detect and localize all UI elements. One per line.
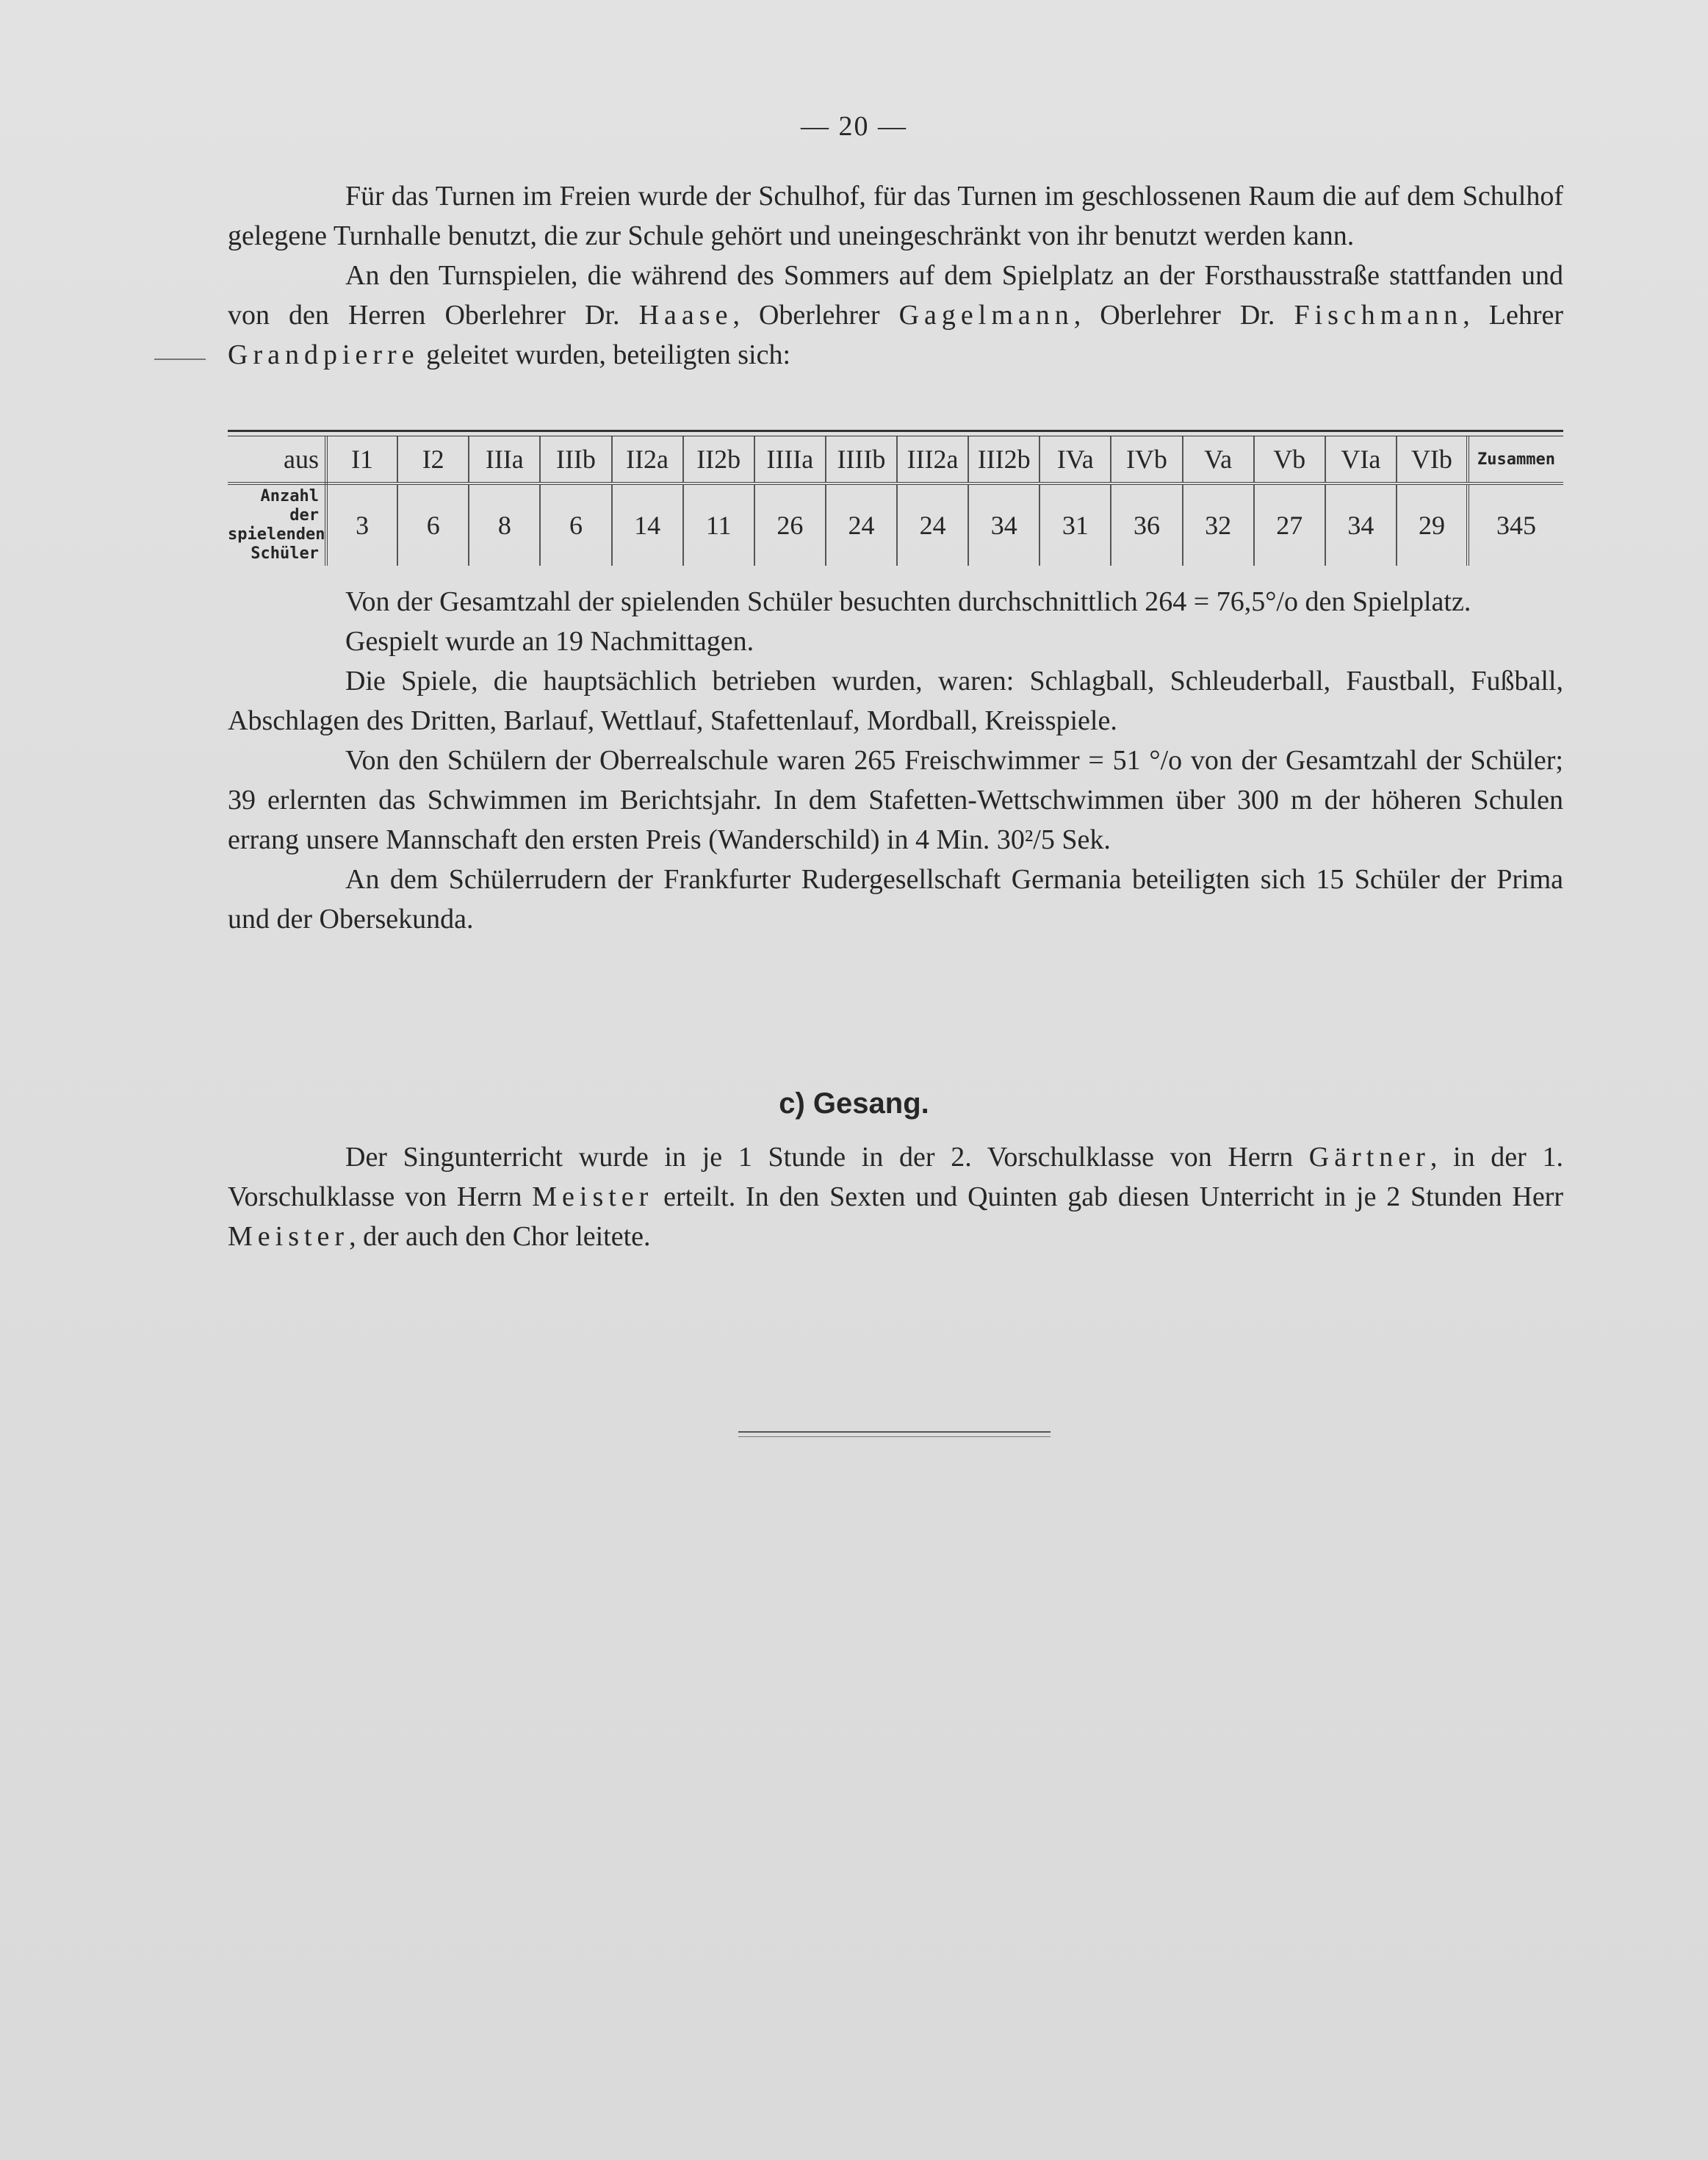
teacher-name: Meister — [228, 1221, 350, 1252]
paragraph-turnspiele: An den Turnspielen, die während des Sommers auf dem Spielplatz an der Forsthausstraße stattfanden und von den Herren Oberlehrer Dr. Haase, Oberlehrer Gagelmann, Oberlehrer Dr. Fischmann, Lehrer Grandpierre geleitet wurden, beteiligten sich: — [228, 260, 1564, 370]
table-cell: 32 — [1183, 483, 1254, 566]
class-header: IIIIa — [754, 436, 826, 483]
table-cell: 31 — [1039, 483, 1111, 566]
table-cell: 34 — [1325, 483, 1397, 566]
class-header: IVa — [1039, 436, 1111, 483]
class-header: IVb — [1111, 436, 1182, 483]
stats-table — [228, 436, 1563, 566]
paragraph-games: Die Spiele, die hauptsächlich betrieben wurden, waren: Schlagball, Schleuderball, Faustball, Fußball, Abschlagen des Dritten, Barlauf, Wettlauf, Stafettenlauf, Mordball, Kreisspiele. — [228, 666, 1563, 736]
class-header: I1 — [326, 436, 397, 483]
table-cell: 26 — [754, 483, 826, 566]
row-label: Anzahl der spielenden Schüler — [228, 483, 326, 566]
table-header-row — [228, 436, 1563, 483]
table-cell: 8 — [469, 483, 540, 566]
table-top-rule — [228, 430, 1563, 432]
table-row — [228, 483, 1563, 566]
class-header: IIIa — [469, 436, 540, 483]
paragraph-rowing: An dem Schülerrudern der Frankfurter Rudergesellschaft Germania beteiligten sich 15 Schüler der Prima und der Obersekunda. — [228, 864, 1563, 935]
teacher-name: Grandpierre — [228, 339, 419, 370]
section-heading: c) Gesang. — [779, 1087, 929, 1120]
teacher-name: Meister — [532, 1181, 654, 1212]
class-header: II2a — [612, 436, 683, 483]
teacher-name: Fischmann — [1294, 300, 1463, 331]
corner-cell: aus — [228, 436, 326, 483]
teacher-name: Gagelmann — [898, 300, 1074, 331]
class-header: Va — [1183, 436, 1254, 483]
table-cell: 29 — [1397, 483, 1468, 566]
total-header: Zusammen — [1468, 436, 1563, 483]
singing-text — [228, 1137, 1563, 1256]
class-header: III2b — [968, 436, 1039, 483]
class-header: III2a — [897, 436, 968, 483]
table-cell: 24 — [826, 483, 897, 566]
paragraph-turnen-location: Für das Turnen im Freien wurde der Schulhof, für das Turnen im geschlossenen Raum die auf dem Schulhof gelegene Turnhalle benutzt, die zur Schule gehört und uneingeschränkt von ihr benutzt werden kann. — [228, 181, 1563, 251]
paragraph-average: Von der Gesamtzahl der spielenden Schüler besuchten durchschnittlich 264 = 76,5°/o den Spielplatz. — [345, 586, 1471, 617]
table-cell: 6 — [540, 483, 611, 566]
page-number: — 20 — — [801, 111, 907, 142]
class-header: II2b — [683, 436, 754, 483]
paragraph-afternoons: Gespielt wurde an 19 Nachmittagen. — [345, 626, 754, 657]
closing-rule — [738, 1431, 1051, 1433]
class-header: IIIIb — [826, 436, 897, 483]
table-cell: 36 — [1111, 483, 1182, 566]
table-cell: 11 — [683, 483, 754, 566]
participation-table — [228, 430, 1563, 566]
closing-rule-thin — [738, 1436, 1051, 1437]
class-header: VIb — [1397, 436, 1468, 483]
table-cell: 3 — [326, 483, 397, 566]
teacher-name: Haase — [638, 300, 733, 331]
table-cell: 14 — [612, 483, 683, 566]
table-cell: 34 — [968, 483, 1039, 566]
class-header: Vb — [1254, 436, 1325, 483]
class-header: VIa — [1325, 436, 1397, 483]
paragraph-swimming: Von den Schülern der Oberrealschule waren 265 Freischwimmer = 51 °/o von der Gesamtzahl der Schüler; 39 erlernten das Schwimmen im Berichtsjahr. In dem Stafetten-Wettschwimmen über 300 m der höheren Schulen errang unsere Mannschaft den ersten Preis (Wanderschild) in 4 Min. 30²/5 Sek. — [228, 745, 1563, 855]
table-cell: 6 — [397, 483, 469, 566]
report-text — [228, 582, 1563, 939]
class-header: I2 — [397, 436, 469, 483]
table-cell: 24 — [897, 483, 968, 566]
paragraph-singing: Der Singunterricht wurde in je 1 Stunde in der 2. Vorschulklasse von Herrn Gärtner, in der 1. Vorschulklasse von Herrn Meister erteilt. In den Sexten und Quinten gab diesen Unterricht in je 2 Stunden Herr Meister, der auch den Chor leitete. — [228, 1142, 1564, 1252]
teacher-name: Gärtner — [1308, 1142, 1430, 1173]
total-cell: 345 — [1468, 483, 1563, 566]
table-cell: 27 — [1254, 483, 1325, 566]
intro-text — [228, 176, 1563, 375]
margin-mark — [154, 359, 206, 360]
class-header: IIIb — [540, 436, 611, 483]
